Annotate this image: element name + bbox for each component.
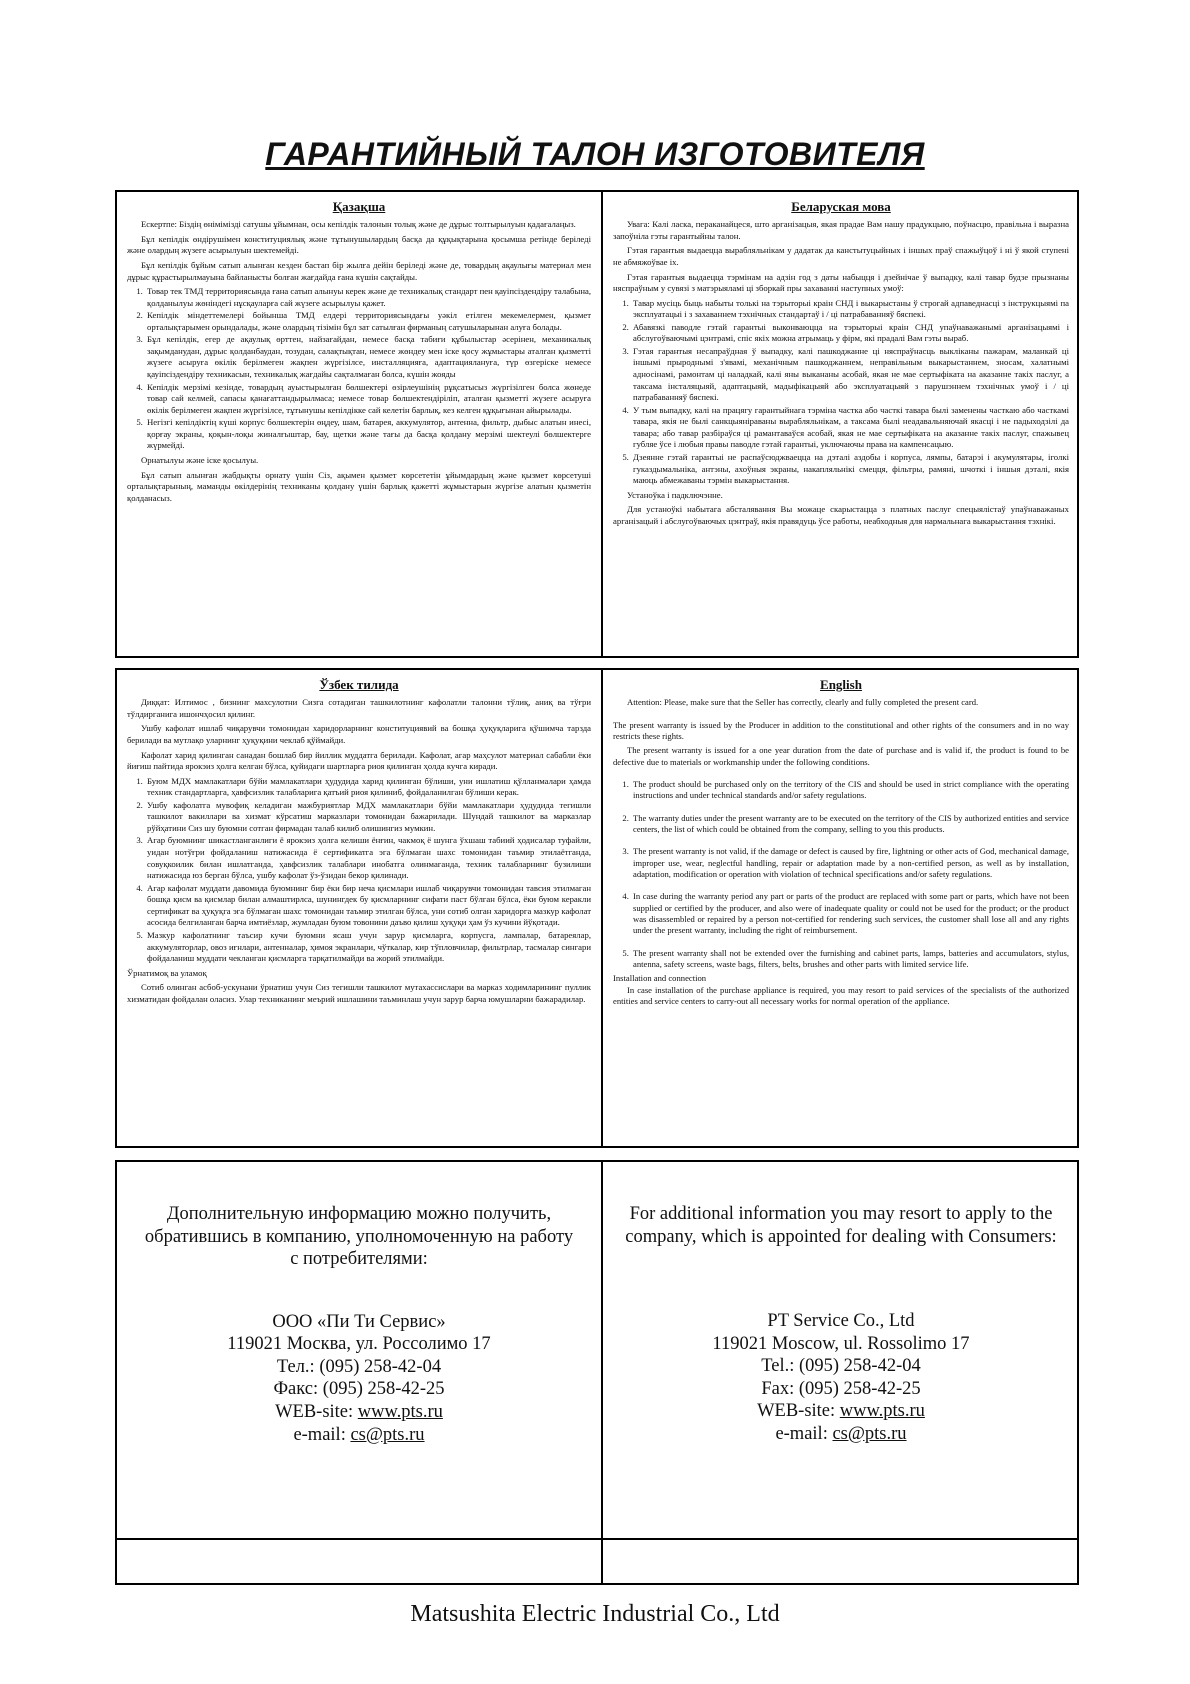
contact-ru-intro-line: обратившись в компанию, уполномоченную на работу (144, 1226, 574, 1247)
belarus-condition: 5. Дзеянне гэтай гарантыі не распаўсюджваецца на дэталі аздобы і корпуса, лямпы, батарэі і акумулятары, іголкі гуказдымальніка, антэны, ахоўныя экраны, накапляльнікі смецця, фільтры, рамяні, шчоткі і іншыя дэталі, якія маюць абмежаваны тэрмін выкарыстання. (631, 452, 1069, 487)
uzbek-condition: 2. Ушбу кафолатга мувофиқ келадиган мажбуриятлар МДХ мамлакатлари бўйи мамлакатлари ҳудудида тегишли ташкилот вакиллари ва хизмат кўрсатиш марказлари томонидан бажарилади. Шундай ташкилот ва марказлар рўйҳатини Сиз шу буюмни сотган фирмадан талаб килиб олишингиз мумкин. (145, 800, 591, 835)
uzbek-condition: 4. Агар кафолат муддати давомида буюмнинг бир ёки бир неча қисмлари ишлаб чиқарувчи томонидан тавсия этилмаган бошқа қисм ва қисмлар билан алмаштирлса, шунингдек бу қисмларнинг сифати паст бўлган бўлса, ёки буюм керакли сертификат ва ҳуқуқга эга бўлмаган шахс томонидан таъмир этилган бўлса, уни сотиб олган харидорга мазкур кафолат асосида белгиланган барча имтиёзлар, жумладан буюм товонини даъво қилиш ҳуқуқи ҳам ўз кучини йўқотади. (145, 883, 591, 929)
contact-ru-web-label: WEB-site: (275, 1401, 354, 1422)
contact-en-email-label: e-mail: (775, 1423, 828, 1444)
uzbek-condition: 3. Агар буюмнинг шикастланганлиги ё ярокэиз ҳолга келиши ёнғин, чакмоқ ё шунга ўхшаш табиий ҳодисалар туфайли, уидан нотўғри фойдаланиш натижасида ё сертификатга эга бўлмаган шахс томонидан таъмир этилаётганда, совуқкоилик билан ишлатганда, ҳавфсизлик талаблари инобатга олинмаганда, техник талабларнинг бузилиши натижасида юз берган бўлса, ушбу кафолат ўз-ўзидан бекор қилинади. (145, 835, 591, 881)
contact-ru-email-label: e-mail: (293, 1424, 346, 1445)
belarus-paragraph: Гэтая гарантыя выдаецца тэрмінам на адзін год з даты набыцця і дзейнічае ў выпадку, калі тавар будзе прызнаны няспраўным у сувязі з матэрыяламі ці зборкай пры захаванні наступных умоў: (613, 271, 1069, 294)
kazakh-condition: 3. Бұл кепілдік, егер де ақаулық өрттен, найзағайдан, немесе басқа табиғи құбылыстар әсерінен, механикалық зақымданудан, дұрыс қолданбаудан, тозудан, салақтықтан, немесе жөндеу мен іске қосу жұмыстары аталған қызметті жүзеге асыруға өкілік берілмеген жақпен жүргізілсе, инсталляцияға, адаптациялануға, түр өзгеріске немесе қауіпсіздендіру техникасын, техникалық жағдайы сақталмаған болса, күшін жояды (145, 334, 591, 380)
contact-en-address: 119021 Moscow, ul. Rossolimo 17 (712, 1333, 970, 1354)
contact-ru-phone-label: Тел.: (276, 1356, 315, 1377)
uzbek-conditions-list (127, 776, 591, 965)
english-condition: 3. The present warranty is not valid, if the damage or defect is caused by fire, lightning or other acts of God, mechanical damage, improper use, wear, neglectful handling, repair or adaptation made by a non-certified person, as well as by installation, adaptation, modification or operation with violation of technical specifications and/or safety regulations. (631, 846, 1069, 880)
contact-en-fax: (095) 258-42-25 (798, 1378, 921, 1399)
kazakh-conditions-list (127, 286, 591, 452)
english-paragraph: The present warranty is issued for a one year duration from the date of purchase and is valid if, the product is found to be defective due to materials or workmanship under the following conditions. (613, 745, 1069, 767)
page-title: ГАРАНТИЙНЫЙ ТАЛОН ИЗГОТОВИТЕЛЯ (265, 136, 925, 172)
belarus-condition: 1. Тавар мусіць быць набыты толькі на тэрыторыі краін СНД і выкарыстаны ў строгай адпаведнасці з інструкцыямі па эксплуатацыі і з захаваннем тэхнічных стандартаў і / ці патрабаванняў бяспекі. (631, 298, 1069, 321)
kazakh-install-text: Бұл сатып алынған жабдықты орнату үшін Сіз, ақымен қызмет көрсететін ұйымдардың және қызмет көрсетуші орталықтарының, маманды өкілдерінің техниканы қолдану үшін барлық қажетті жұмыстарын жүргізе алатын қызметін қолданасыз. (127, 469, 591, 503)
contact-en-company: PT Service Co., Ltd (767, 1311, 915, 1332)
english-condition: 5. The present warranty shall not be extended over the furnishing and cabinet parts, lamps, batteries and accumulators, stylus, antenna, safety screens, waste bags, filters, belts, brushes and other parts with limited service life. (631, 948, 1069, 971)
contact-ru-company: ООО «Пи Ти Сервис» (272, 1311, 446, 1332)
uzbek-condition: 1. Буюм МДХ мамлакатлари бўйи мамлакатлари ҳудудида харид қилинган бўлиши, уни ишлатиш қўлланмалари ҳамда техник стандартларга, ҳавфсизлик талабларига қатъий риоя қилиниб, фойдаланилган бўлиши керак. (145, 776, 591, 799)
contact-en-phone-label: Tel.: (761, 1356, 795, 1377)
manufacturer-footer: Matsushita Electric Industrial Co., Ltd (410, 1601, 780, 1627)
stamp-area-divider (117, 1538, 1077, 1540)
belarus-paragraph: Увага: Калі ласка, пераканайцеся, што арганізацыя, якая прадае Вам нашу прадукцыю, поўнасцю, правільна і выразна запоўніла гэты гарантыйны талон. (613, 219, 1069, 241)
belarus-section (603, 192, 1079, 656)
kazakh-section (117, 192, 601, 656)
belarus-install-text: Для устаноўкі набытага абсталявання Вы можаце скарыстацца з платных паслуг спецыялістаў упаўнаважаных арганізацый і абслугоўваючых цэнтраў, якія правядуць ўсе работы, неабходныя для нармальнага выкарыстання тэхнікі. (613, 504, 1069, 526)
belarus-conditions-list (613, 298, 1069, 487)
section-contacts (115, 1160, 1079, 1585)
belarus-condition: 2. Абавязкі паводле гэтай гарантыі выконваюцца на тэрыторыі краін СНД упаўнаважанымі арганізацыямі і абслугоўваючымі цэнтрамі, спіс якіх можна атрымаць у фірм, які прадалі Вам гэты выраб. (631, 322, 1069, 345)
contact-ru-intro-line: Дополнительную информацию можно получить, (166, 1204, 552, 1224)
contact-ru-address: 119021 Москва, ул. Россолимо 17 (227, 1334, 491, 1355)
uzbek-condition: 5. Мазкур кафолатнинг таъсир кучи буюмни ясаш учун зарур қисмларга, корпусга, лампалар, батареялар, аккумуляторлар, овоз иғнлари, антенналар, ҳимоя экранлари, чўткалар, кир тўпловчилар, фильтрлар, тасмалар сингари фойдаланиш муддати чекланган қисмларга тарқатилмайди ва жорий этилмайди. (145, 930, 591, 965)
contact-ru-web-link[interactable]: www.pts.ru (357, 1401, 443, 1422)
section-kz-by (115, 190, 1079, 658)
uzbek-section (117, 670, 601, 1146)
contact-en-fax-label: Fax: (761, 1378, 795, 1399)
uzbek-install-text: Сотиб олинган асбоб-ускунани ўрнатиш учун Сиз тегишли ташкилот мутахассислари ва марказ ходимларининг пуллик хизматидан фойдалан оласиз. Улар техниканинг меърий ишлашини таъминлаш учун зарур барча юмушларни бажарадилар. (127, 982, 591, 1004)
kazakh-heading: Қазақша (332, 199, 386, 214)
kazakh-condition: 2. Кепілдік міндеттемелері бойынша ТМД елдері территориясындағы уәкіл етілген мекемелермен, қызмет орталықтарымен орындалады, және олардың тізімін бұл зат сатылған фирманың сатушыларынан алуға болады. (145, 310, 591, 333)
english-paragraph: Attention: Please, make sure that the Seller has correctly, clearly and fully completed the present card. (627, 697, 979, 708)
contact-en-web-link[interactable]: www.pts.ru (839, 1401, 925, 1422)
english-install-title: Installation and connection (613, 973, 707, 984)
uzbek-paragraph: Кафолат харид қилинган санадан бошлаб бир йиллик муддатга берилади. Кафолат, агар маҳсулот материал сабабли ёки йиғиш пайтида ярокэиз ҳолга келган бўлса, қуйидаги шартларга риоя қилинган ҳолда кучга киради. (127, 749, 591, 772)
uzbek-paragraph: Ушбу кафолат ишлаб чиқарувчи томонидан харидорларнинг конституциявий ва бошқа ҳуқуқларига қўшимча тарзда берилади ва мутлақо уларнинг ҳуқуқини чеклаб қўймайди. (127, 723, 591, 745)
contact-ru-intro-line: с потребителями: (290, 1249, 428, 1270)
contact-ru-fax: (095) 258-42-25 (322, 1379, 445, 1400)
contact-en-intro-line: company, which is appointed for dealing with Consumers: (625, 1226, 1057, 1247)
contact-en-intro-line: For additional information you may resort to apply to the (629, 1204, 1053, 1224)
belarus-install-title: Устаноўка і падключэнне. (627, 489, 723, 500)
kazakh-paragraph: Бұл кепілдік бұйым сатып алынған кезден бастап бір жылға дейін беріледі және де, товардың ақаулығы материал мен дұрыс құрастырылмауына байланысты болған жағдайда ғана күшін сақтайды. (127, 259, 591, 282)
belarus-paragraph: Гэтая гарантыя выдаецца вырабляльнікам у дадатак да канстытуцыйных і іншых праў спажыўцоў і ні ў якой ступені не абмяжоўвае іх. (613, 245, 1069, 267)
english-section (603, 670, 1079, 1146)
section-uz-en (115, 668, 1079, 1148)
kazakh-condition: 4. Кепілдік мерзімі кезінде, товардың ауыстырылған бөлшектері өзірлеушінің рұқсатысыз жүргізілген болса жөнеде товар сай келмей, сапасы қанағаттандырылмаса; немесе товар бөлшектендіріліп, аталған қызметті жүзеге асыруға өкілік берілмеген жақпен жүргізілсе, тұтынушы кепілдікке сай келетін барлық, кез келген құқығынан айырылады. (145, 382, 591, 417)
english-paragraph: The present warranty is issued by the Producer in addition to the constitutional and other rights of the consumers and in no way restricts these rights. (613, 719, 1069, 741)
uzbek-heading: Ўзбек тилида (319, 677, 399, 692)
contact-en-phone: (095) 258-42-04 (798, 1356, 921, 1377)
belarus-heading: Беларуская мова (791, 199, 891, 214)
contact-en-web-label: WEB-site: (757, 1401, 836, 1422)
english-install-text: In case installation of the purchase appliance is required, you may resort to paid services of the specialists of the authorized entities and service centers to carry-out all necessary works for normal operation of the appliance. (613, 984, 1069, 1007)
kazakh-paragraph: Ескертпе: Біздің өнімімізді сатушы ұйымнан, осы кепілдік талонын толық және де дұрыс толтырылуын қадағалаңыз. (141, 219, 576, 230)
english-condition: 4. In case during the warranty period any part or parts of the product are replaced with some part or parts, which have not been supplied or certified by the producer, and also were of inadequate quality or could not be used for the product; or the product was disassembled or repaired by a person not-certified for rendering such services, the customer shall lose all and any rights under the present warranty, including the right of reimbursement. (631, 891, 1069, 936)
kazakh-paragraph: Бұл кепілдік өндірушімен конституциялық және тұтынушылардың басқа да құқықтарына қосымша ретінде беріледі және олардың жүзеге асырылуын шектемейді. (127, 233, 591, 256)
uzbek-paragraph: Диққат: Илтимос , бизнинг махсулотни Сизга сотадиган ташкилотнинг кафолатли талонни тўлиқ, аниқ ва тўғри тўлдирганига ишончҳосил қилинг. (127, 697, 591, 719)
belarus-condition: 4. У тым выпадку, калі на працягу гарантыйнага тэрміна частка або часткі тавара былі заменены часткаю або часткамі тавара, якія не былі санкцыяніраваны вырабляльнікам, а таксама былі неадавальняючай якасці і не падыходзілі да тавара; або тавар разбіраўся ці рамантаваўся асобай, якая не мае сертыфіката на аказанне такіх паслуг, спажывец губляе ўсе і любыя правы паводле гэтай гарантыі, уключаючы права на кампенсацыю. (631, 405, 1069, 451)
english-heading: English (820, 677, 862, 692)
uzbek-install-title: Ўрнатимоқ ва уламоқ (127, 967, 207, 978)
contact-en-email-link[interactable]: cs@pts.ru (832, 1423, 907, 1444)
contact-en (603, 1162, 1079, 1583)
english-conditions-list (613, 779, 1069, 970)
contact-ru-fax-label: Факс: (273, 1379, 319, 1400)
kazakh-install-title: Орнатылуы және іске қосылуы. (141, 454, 259, 465)
english-condition: 2. The warranty duties under the present warranty are to be executed on the territory of the CIS by authorized entities and service centers, the list of which could be obtained from the company, selling to you this products. (631, 813, 1069, 836)
contact-ru (117, 1162, 601, 1583)
belarus-condition: 3. Гэтая гарантыя несапраўдная ў выпадку, калі пашкоджанне ці няспраўнасць выкліканы пажарам, маланкай ці іншымі прыроднымі з'явамі, механічным пашкоджаннем, неправільным выкарыстаннем, зносам, халатнымі адносінамі, рамонтам ці наладкай, калі яны выкананы асобай, якая не мае сертыфіката на аказанне такіх паслуг, а таксама інсталяцыяй, адаптацыяй, мадыфікацыяй або эксплуатацыяй з парушэннем тэхнічных умоў і / ці патрабаванняў бяспекі. (631, 346, 1069, 404)
contact-ru-email-link[interactable]: cs@pts.ru (350, 1424, 425, 1445)
kazakh-condition: 1. Товар тек ТМД территориясында ғана сатып алынуы керек және де техникалық стандарт пен қауіпсіздендіру талабына, қолданылуы жөніндегі нұсқауларға сай жүзеге асырылуы қажет. (145, 286, 591, 309)
english-condition: 1. The product should be purchased only on the territory of the CIS and should be used in strict compliance with the operating instructions and under technical standards and/or safety regulations. (631, 779, 1069, 802)
kazakh-condition: 5. Негізгі кепілдіктің күші корпус бөлшектерін өңдеу, шам, батарея, аккумулятор, антенна, фильтр, дыбыс алатын инесі, қорғау экраны, қоқын-лоқы жиналғыштар, бау, щетки және тағы да басқа қолдану мерзімі шектеулі бөлшектерге жүрмейді. (145, 417, 591, 452)
contact-ru-phone: (095) 258-42-04 (319, 1356, 442, 1377)
